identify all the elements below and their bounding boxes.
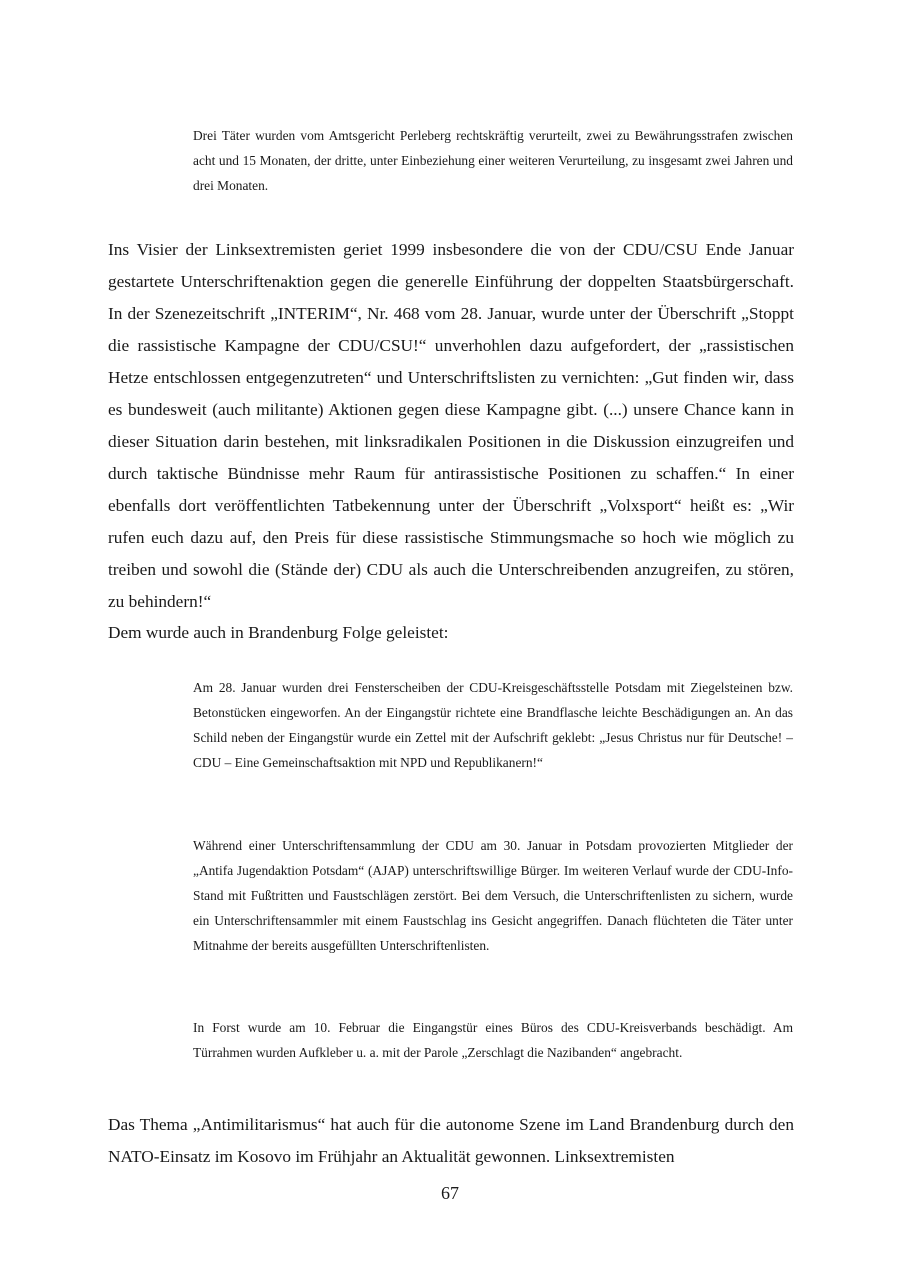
page-number: 67 bbox=[441, 1183, 459, 1203]
body-paragraph-antimilitarismus: Das Thema „Antimilitarismus“ hat auch für die autonome Szene im Land Brandenburg durch den NATO-Einsatz im Kosovo im Frühjahr an Aktualität gewonnen. Linksextremisten bbox=[108, 1115, 794, 1166]
body-paragraph-unterschriftenaktion: Ins Visier der Linksextremisten geriet 1999 insbesondere die von der CDU/CSU Ende Januar gestartete Unterschriftenaktion gegen die generelle Einführung der doppelten Staatsbürgerschaft. In der Szenezeitschrift „INTERIM“, Nr. 468 vom 28. Januar, wurde unter der Überschrift „Stoppt die rassistische Kampagne der CDU/CSU!“ unverhohlen dazu aufgefordert, der „rassistischen Hetze entschlossen entgegenzutreten“ und Unterschriftslisten zu vernichten: „Gut finden wir, dass es bundesweit (auch militante) Aktionen gegen diese Kampagne gibt. (...) unsere Chance kann in dieser Situation darin bestehen, mit linksradikalen Positionen in die Diskussion einzugreifen und durch taktische Bündnisse mehr Raum für antirassistische Positionen zu schaffen.“ In einer ebenfalls dort veröffentlichten Tatbekennung unter der Überschrift „Volxsport“ heißt es: „Wir rufen euch dazu auf, den Preis für diese rassistische Stimmungsmache so hoch wie möglich zu treiben und sowohl die (Stände der) CDU als auch die Unterschreibenden anzugreifen, zu stören, zu behindern!“ bbox=[108, 240, 794, 611]
indented-block-potsdam-30-januar: Während einer Unterschriftensammlung der CDU am 30. Januar in Potsdam provozierten Mitglieder der „Antifa Jugendaktion Potsdam“ (AJAP) unterschriftswillige Bürger. Im weiteren Verlauf wurde der CDU-Info-Stand mit Fußtritten und Faustschlägen zerstört. Bei dem Versuch, die Unterschriftenlisten zu sichern, wurde ein Unterschriftensammler mit einem Faustschlag ins Gesicht angegriffen. Danach flüchteten die Täter unter Mitnahme der bereits ausgefüllten Unterschriftenlisten. bbox=[193, 838, 793, 953]
indented-block-potsdam-28-januar: Am 28. Januar wurden drei Fensterscheiben der CDU-Kreisgeschäftsstelle Potsdam mit Ziegelsteinen bzw. Betonstücken eingeworfen. An der Eingangstür richtete eine Brandflasche leichte Beschädigungen an. An das Schild neben der Eingangstür wurde ein Zettel mit der Aufschrift geklebt: „Jesus Christus nur für Deutsche! – CDU – Eine Gemeinschaftsaktion mit NPD und Republikanern!“ bbox=[193, 680, 793, 770]
lead-line-brandenburg: Dem wurde auch in Brandenburg Folge geleistet: bbox=[108, 623, 449, 642]
indented-block-forst: In Forst wurde am 10. Februar die Eingangstür eines Büros des CDU-Kreisverbands beschädigt. Am Türrahmen wurden Aufkleber u. a. mit der Parole „Zerschlagt die Nazibanden“ angebracht. bbox=[193, 1020, 793, 1060]
indented-block-verdict: Drei Täter wurden vom Amtsgericht Perleberg rechtskräftig verurteilt, zwei zu Bewährungsstrafen zwischen acht und 15 Monaten, der dritte, unter Einbeziehung einer weiteren Verurteilung, zu insgesamt zwei Jahren und drei Monaten. bbox=[193, 128, 793, 193]
